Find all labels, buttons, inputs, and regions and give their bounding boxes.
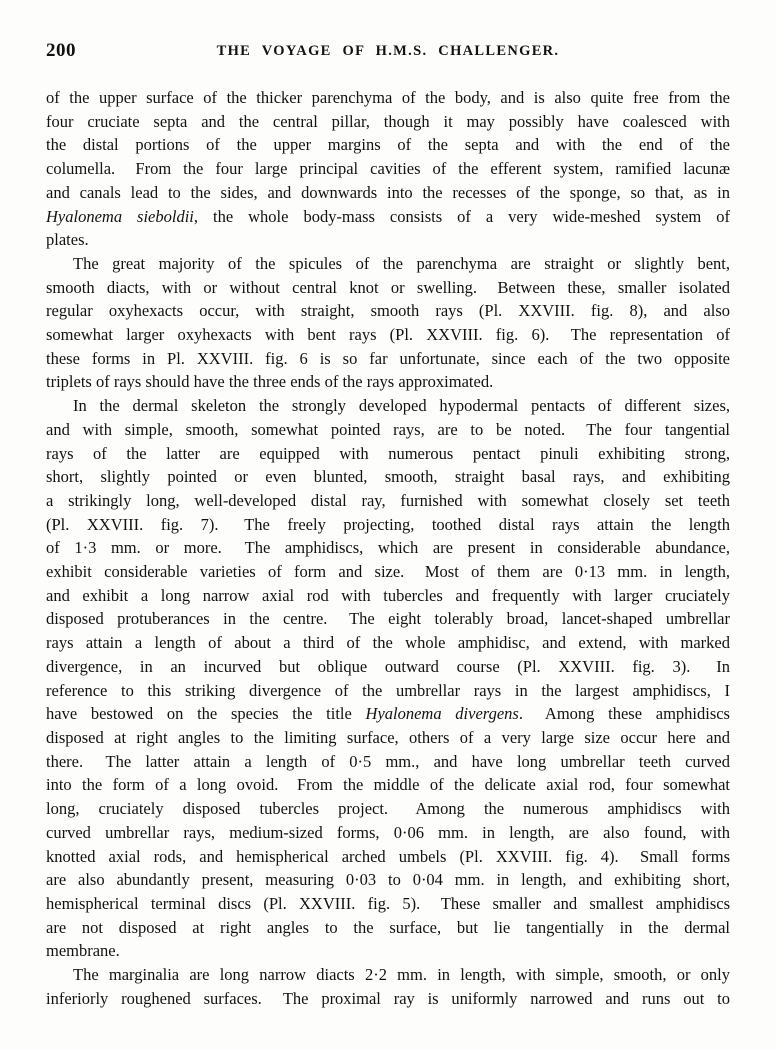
running-head-title: THE VOYAGE OF H.M.S. CHALLENGER. [216,43,560,59]
text-line: into the form of a long ovoid. From the middle of the delicate axial rod, four somewhat [46,775,730,795]
text-line: divergence, in an incurved but oblique outward course (Pl. XXVIII. fig. 3). In [46,656,730,676]
paragraph [46,86,730,252]
text-line: four cruciate septa and the central pillar, though it may possibly have coalesced with [46,111,730,131]
text-line: membrane. [46,941,120,961]
text-line: (Pl. XXVIII. fig. 7). The freely projecting, toothed distal rays attain the length [46,514,730,534]
paragraph [46,394,730,963]
paragraph [46,252,730,394]
text-line: rays of the latter are equipped with numerous pentact pinuli exhibiting strong, [46,443,730,463]
text-line: exhibit considerable varieties of form and size. Most of them are 0·13 mm. in length, [46,562,730,582]
text-line: reference to this striking divergence of the umbrellar rays in the largest amphidiscs, I [46,680,730,700]
text-line: a strikingly long, well-developed distal ray, furnished with somewhat closely set teeth [46,490,730,510]
text-line: rays attain a length of about a third of the whole amphidisc, and extend, with marked [46,633,730,653]
text-line: inferiorly roughened surfaces. The proximal ray is uniformly narrowed and runs out to [46,988,730,1008]
text-line: somewhat larger oxyhexacts with bent rays (Pl. XXVIII. fig. 6). The representation of [46,325,730,345]
text-block [46,86,730,1010]
text-line: are not disposed at right angles to the surface, but lie tangentially in the dermal [46,917,730,937]
text-line: plates. [46,230,89,250]
paragraph [46,963,730,1010]
text-line: have bestowed on the species the title Hyalonema divergens. Among these amphidiscs [46,704,730,724]
text-line: The marginalia are long narrow diacts 2·2 mm. in length, with simple, smooth, or only [73,965,730,985]
text-line: short, slightly pointed or even blunted, smooth, straight basal rays, and exhibiting [46,467,730,487]
text-line: these forms in Pl. XXVIII. fig. 6 is so far unfortunate, since each of the two opposite [46,348,730,368]
text-line: knotted axial rods, and hemispherical arched umbels (Pl. XXVIII. fig. 4). Small forms [46,846,730,866]
text-line: are also abundantly present, measuring 0·03 to 0·04 mm. in length, and exhibiting short, [46,870,730,890]
text-line: regular oxyhexacts occur, with straight, smooth rays (Pl. XXVIII. fig. 8), and also [46,301,730,321]
text-line: hemispherical terminal discs (Pl. XXVIII. fig. 5). These smaller and smallest amphidiscs [46,893,730,913]
text-line: long, cruciately disposed tubercles project. Among the numerous amphidiscs with [46,799,730,819]
text-line: triplets of rays should have the three ends of the rays approximated. [46,372,494,392]
text-line: of the upper surface of the thicker parenchyma of the body, and is also quite free from the [46,88,730,107]
text-line: Hyalonema sieboldii, the whole body-mass consists of a very wide-meshed system of [46,206,730,226]
text-line: columella. From the four large principal cavities of the efferent system, ramified lacunæ [46,159,730,179]
text-line: of 1·3 mm. or more. The amphidiscs, which are present in considerable abundance, [46,538,730,558]
text-line: disposed protuberances in the centre. The eight tolerably broad, lancet-shaped umbrellar [46,609,730,629]
text-line: there. The latter attain a length of 0·5 mm., and have long umbrellar teeth curved [46,751,730,771]
text-line: curved umbrellar rays, medium-sized forms, 0·06 mm. in length, are also found, with [46,822,730,842]
text-line: smooth diacts, with or without central knot or swelling. Between these, smaller isolated [46,277,730,297]
text-line: and with simple, smooth, somewhat pointed rays, are to be noted. The four tangential [46,419,730,439]
page-header [46,40,730,66]
text-line: disposed at right angles to the limiting surface, others of a very large size occur here and [46,727,730,747]
text-line: The great majority of the spicules of the parenchyma are straight or slightly bent, [73,253,730,273]
text-line: and canals lead to the sides, and downwards into the recesses of the sponge, so that, as in [46,182,730,202]
text-line: and exhibit a long narrow axial rod with tubercles and frequently with larger cruciately [46,585,730,605]
text-line: In the dermal skeleton the strongly developed hypodermal pentacts of different sizes, [73,396,730,416]
page-number: 200 [46,40,76,61]
text-line: the distal portions of the upper margins of the septa and with the end of the [46,135,730,155]
